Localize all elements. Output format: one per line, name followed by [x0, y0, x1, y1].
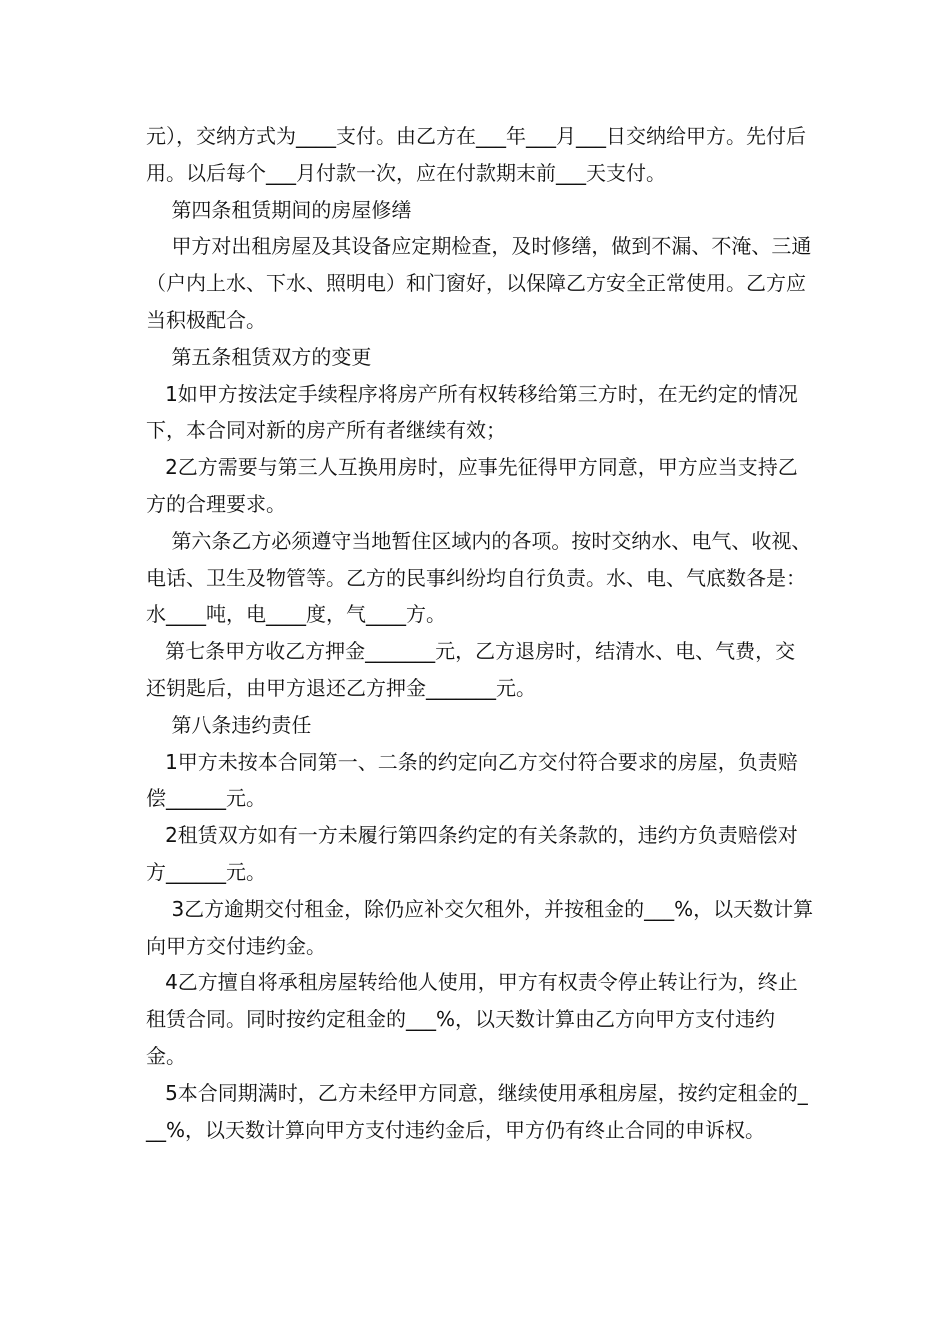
paragraph-payment-method: 元），交纳方式为____支付。由乙方在___年___月___日交纳给甲方。先付后用。以后每个___月付款一次，应在付款期末前___天支付。	[146, 124, 806, 185]
paragraph-article-5-item-1: 1如甲方按法定手续程序将房产所有权转移给第三方时，在无约定的情况下，本合同对新的房产所有者继续有效；	[146, 381, 798, 443]
document-body	[146, 118, 814, 1148]
paragraph-article-7: 第七条甲方收乙方押金_______元，乙方退房时，结清水、电、气费，交还钥匙后，由甲方退还乙方押金_______元。	[146, 639, 796, 700]
paragraph-article-5-item-2: 2乙方需要与第三人互换用房时，应事先征得甲方同意，甲方应当支持乙方的合理要求。	[146, 455, 798, 516]
paragraph-article-8-item-5: 5本合同期满时，乙方未经甲方同意，继续使用承租房屋，按约定租金的___%，以天数计算向甲方支付违约金后，甲方仍有终止合同的申诉权。	[146, 1080, 808, 1142]
paragraph-article-8-item-2: 2租赁双方如有一方未履行第四条约定的有关条款的，违约方负责赔偿对方______元。	[146, 823, 798, 884]
paragraph-article-6: 第六条乙方必须遵守当地暂住区域内的各项。按时交纳水、电气、收视、电话、卫生及物管等。乙方的民事纠纷均自行负责。水、电、气底数各是：水____吨，电____度，气____方。	[146, 528, 812, 627]
paragraph-article-8-item-3: 3乙方逾期交付租金，除仍应补交欠租外，并按租金的___%，以天数计算向甲方交付违约金。	[146, 896, 814, 958]
paragraph-article-4-body: 甲方对出租房屋及其设备应定期检查，及时修缮，做到不漏、不淹、三通（户内上水、下水、照明电）和门窗好，以保障乙方安全正常使用。乙方应当积极配合。	[146, 234, 812, 332]
paragraph-article-8-item-4: 4乙方擅自将承租房屋转给他人使用，甲方有权责令停止转让行为，终止租赁合同。同时按约定租金的___%，以天数计算由乙方向甲方支付违约金。	[146, 970, 798, 1068]
paragraph-article-8-item-1: 1甲方未按本合同第一、二条的约定向乙方交付符合要求的房屋，负责赔偿______元。	[146, 749, 798, 811]
heading-article-5: 第五条租赁双方的变更	[146, 344, 372, 369]
heading-article-8: 第八条违约责任	[146, 712, 312, 737]
heading-article-4: 第四条租赁期间的房屋修缮	[146, 197, 412, 222]
